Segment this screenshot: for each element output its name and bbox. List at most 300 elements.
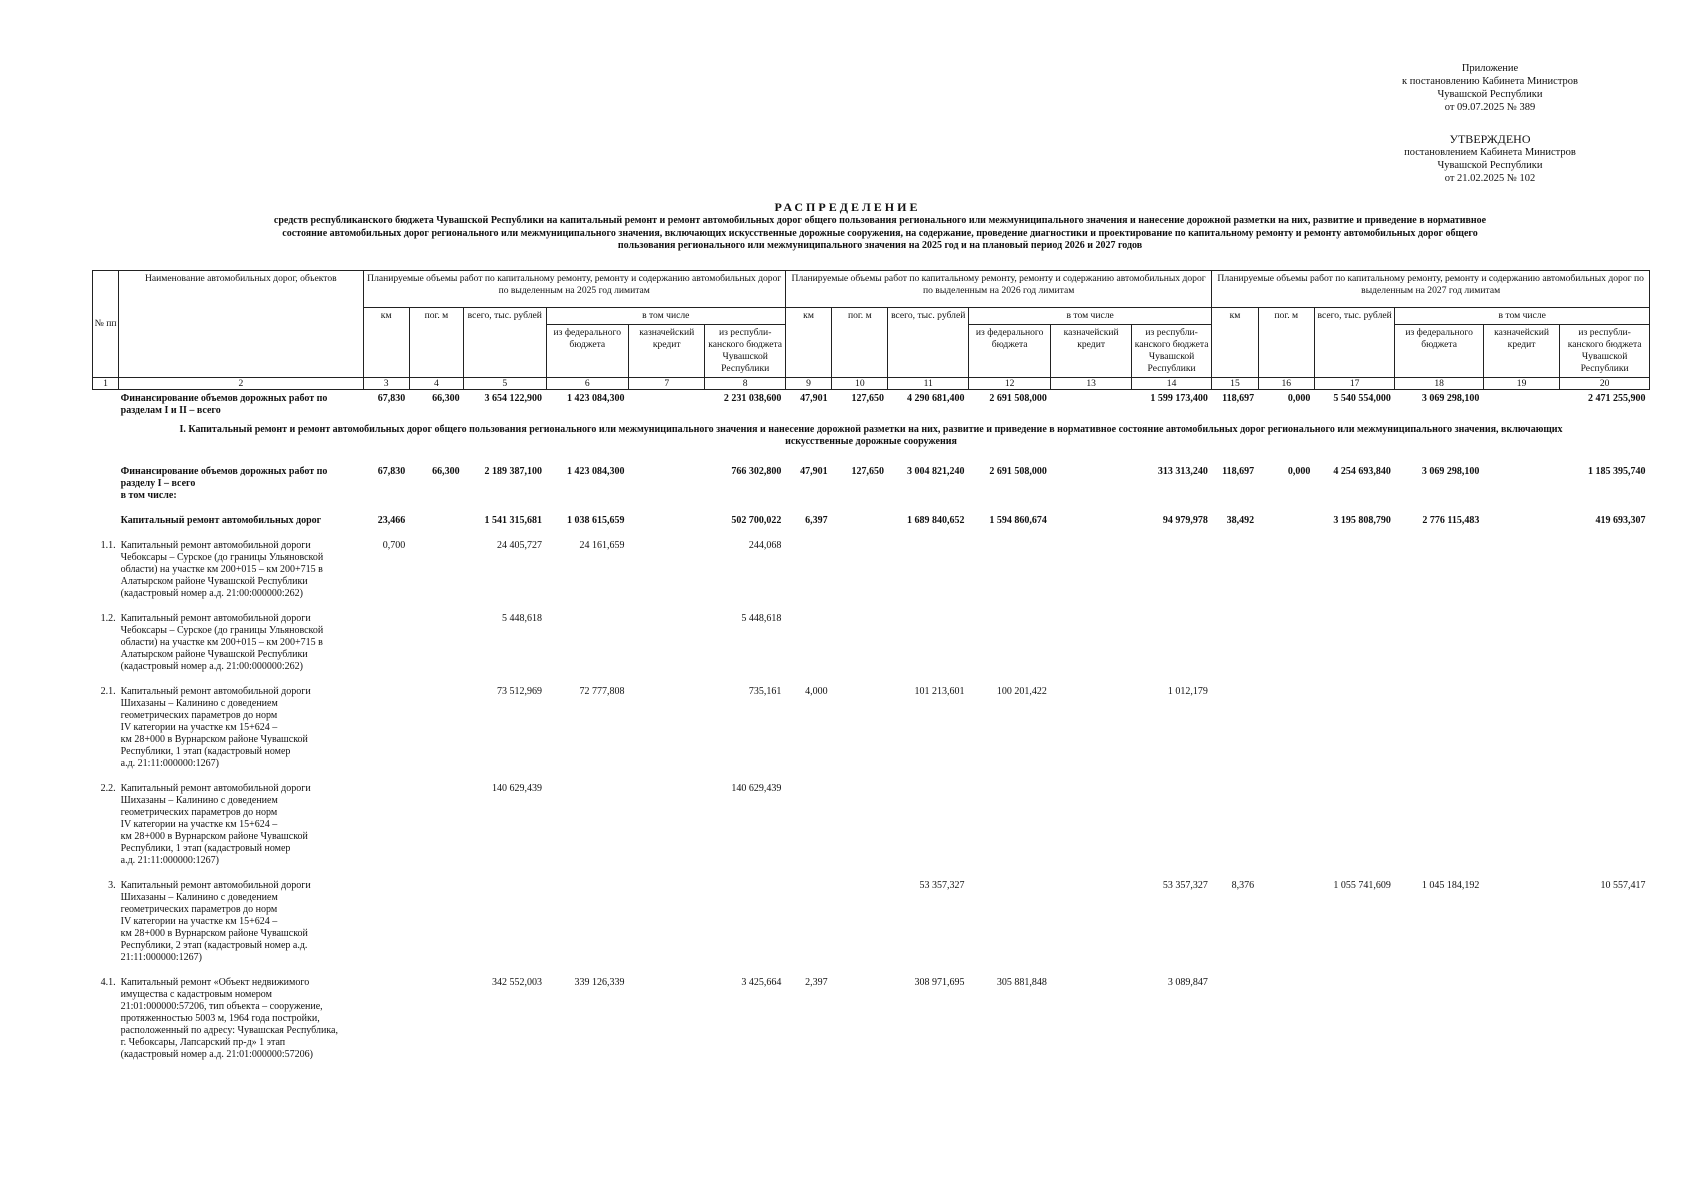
value-cell bbox=[1395, 773, 1484, 870]
header-km: км bbox=[363, 308, 409, 378]
value-cell: 2 189 387,100 bbox=[484, 466, 543, 477]
document-subtitle bbox=[200, 215, 1560, 253]
value-cell: 766 302,800 bbox=[731, 466, 782, 477]
object-name-line: Капитальный ремонт автомобильной дороги bbox=[120, 686, 311, 697]
value-cell bbox=[1212, 967, 1258, 1064]
value-cell: 1 594 860,674 bbox=[989, 515, 1047, 526]
value-cell: 2 691 508,000 bbox=[989, 393, 1047, 404]
object-name-line: имущества с кадастровым номером bbox=[120, 989, 272, 1000]
value-cell bbox=[629, 456, 705, 505]
header-treasury: казначейский кредит bbox=[1051, 325, 1131, 378]
value-cell bbox=[1212, 530, 1258, 603]
value-cell: 1 423 084,300 bbox=[567, 466, 625, 477]
row-number: 3. bbox=[108, 880, 116, 891]
value-cell: 244,068 bbox=[748, 540, 782, 551]
value-cell bbox=[1212, 603, 1258, 676]
value-cell bbox=[832, 967, 888, 1064]
object-name-line: геометрических параметров до норм bbox=[120, 904, 278, 915]
object-name-line: (кадастровый номер а.д. 21:00:000000:262) bbox=[120, 588, 303, 599]
table-row bbox=[93, 676, 1650, 773]
value-cell: 308 971,695 bbox=[914, 977, 965, 988]
object-name-line: Алатырском районе Чувашской Республики bbox=[120, 649, 308, 660]
object-name-line: км 28+000 в Вурнарском районе Чувашской bbox=[120, 831, 308, 842]
value-cell bbox=[968, 870, 1050, 967]
object-name-line: IV категории на участке км 15+624 – bbox=[120, 819, 278, 830]
row-number: 4.1. bbox=[100, 977, 116, 988]
header-pogm: пог. м bbox=[832, 308, 888, 378]
subtitle-line: состояние автомобильных дорог регионального или межмуниципального значения, включающих искусственные дорожные сооружения, на содержание, проведение диагностики и проектирование по капитальному ремонту и ремонту автомобильных дорог общего bbox=[282, 227, 1478, 239]
value-cell: 5 448,618 bbox=[502, 613, 543, 624]
value-cell: 24 161,659 bbox=[579, 540, 625, 551]
object-name bbox=[119, 390, 363, 421]
value-cell bbox=[832, 870, 888, 967]
value-cell bbox=[832, 676, 888, 773]
object-name-line: Капитальный ремонт автомобильной дороги bbox=[120, 613, 311, 624]
value-cell bbox=[1051, 967, 1131, 1064]
value-cell bbox=[363, 870, 409, 967]
value-cell bbox=[629, 870, 705, 967]
appendix-block bbox=[1360, 62, 1620, 114]
object-name-line: IV категории на участке км 15+624 – bbox=[120, 916, 278, 927]
object-name-line: Республики, 1 этап (кадастровый номер bbox=[120, 746, 291, 757]
distribution-table bbox=[92, 270, 1650, 1064]
object-name-line: Шихазаны – Калинино с доведением bbox=[120, 892, 278, 903]
value-cell: 4 254 693,840 bbox=[1333, 466, 1391, 477]
header-pogm: пог. м bbox=[1258, 308, 1314, 378]
value-cell: 342 552,003 bbox=[492, 977, 543, 988]
object-name-line: (кадастровый номер а.д. 21:00:000000:262) bbox=[120, 661, 303, 672]
value-cell: 47,901 bbox=[800, 393, 828, 404]
value-cell: 3 069 298,100 bbox=[1421, 466, 1480, 477]
object-name-line: км 28+000 в Вурнарском районе Чувашской bbox=[120, 734, 308, 745]
value-cell: 1 423 084,300 bbox=[567, 393, 625, 404]
value-cell bbox=[363, 773, 409, 870]
header-plan-2027: Планируемые объемы работ по капитальному ремонту, ремонту и содержанию автомобильных дорог по выделенным на 2027 год лимитам bbox=[1212, 271, 1650, 308]
value-cell bbox=[832, 603, 888, 676]
value-cell bbox=[785, 603, 831, 676]
value-cell: 1 055 741,609 bbox=[1333, 880, 1391, 891]
value-cell bbox=[968, 603, 1050, 676]
value-cell: 38,492 bbox=[1226, 515, 1255, 526]
value-cell bbox=[1560, 603, 1650, 676]
value-cell: 94 979,978 bbox=[1162, 515, 1208, 526]
value-cell bbox=[1395, 530, 1484, 603]
value-cell bbox=[1258, 676, 1314, 773]
value-cell bbox=[1560, 676, 1650, 773]
value-cell bbox=[1314, 603, 1394, 676]
approval-line: постановлением Кабинета Министров bbox=[1404, 147, 1576, 158]
value-cell: 1 045 184,192 bbox=[1421, 880, 1480, 891]
object-name-line: Чебоксары – Сурское (до границы Ульяновской bbox=[120, 625, 324, 636]
value-cell bbox=[1258, 603, 1314, 676]
value-cell: 66,300 bbox=[432, 393, 460, 404]
value-cell: 419 693,307 bbox=[1595, 515, 1646, 526]
value-cell: 66,300 bbox=[432, 466, 460, 477]
table-row bbox=[93, 870, 1650, 967]
header-federal: из федерального бюджета bbox=[968, 325, 1050, 378]
object-name-line: в том числе: bbox=[120, 490, 177, 501]
object-name-line: протяженностью 5003 м, 1964 года постройки, bbox=[120, 1013, 320, 1024]
value-cell: 3 004 821,240 bbox=[906, 466, 965, 477]
value-cell bbox=[1258, 870, 1314, 967]
value-cell bbox=[1051, 676, 1131, 773]
header-total: всего, тыс. рублей bbox=[888, 308, 968, 378]
value-cell: 1 541 315,681 bbox=[484, 515, 543, 526]
header-republic: из республи-канского бюджета Чувашской Республики bbox=[1131, 325, 1211, 378]
value-cell: 3 654 122,900 bbox=[484, 393, 543, 404]
header-republic: из республи-канского бюджета Чувашской Республики bbox=[1560, 325, 1650, 378]
value-cell bbox=[629, 505, 705, 530]
value-cell bbox=[1051, 505, 1131, 530]
value-cell bbox=[968, 530, 1050, 603]
value-cell: 0,000 bbox=[1287, 466, 1311, 477]
value-cell bbox=[1483, 967, 1559, 1064]
column-number: 2 bbox=[119, 378, 363, 390]
value-cell bbox=[1483, 773, 1559, 870]
appendix-line: Приложение bbox=[1461, 63, 1519, 74]
value-cell: 118,697 bbox=[1222, 393, 1255, 404]
object-name-line: Чебоксары – Сурское (до границы Ульяновской bbox=[120, 552, 324, 563]
value-cell bbox=[1051, 530, 1131, 603]
value-cell: 3 425,664 bbox=[741, 977, 782, 988]
value-cell bbox=[1051, 390, 1131, 421]
value-cell bbox=[1051, 870, 1131, 967]
value-cell bbox=[1314, 676, 1394, 773]
header-treasury: казначейский кредит bbox=[629, 325, 705, 378]
value-cell bbox=[785, 870, 831, 967]
document-title: РАСПРЕДЕЛЕНИЕ bbox=[774, 200, 921, 214]
value-cell bbox=[1314, 967, 1394, 1064]
value-cell: 0,000 bbox=[1287, 393, 1311, 404]
value-cell bbox=[1483, 530, 1559, 603]
value-cell bbox=[1483, 505, 1559, 530]
object-name-line: геометрических параметров до норм bbox=[120, 710, 278, 721]
object-name-line: а.д. 21:11:000000:1267) bbox=[120, 758, 219, 769]
value-cell bbox=[629, 530, 705, 603]
value-cell bbox=[546, 870, 628, 967]
value-cell: 1 012,179 bbox=[1167, 686, 1208, 697]
value-cell: 67,830 bbox=[377, 466, 406, 477]
object-name bbox=[119, 870, 363, 967]
value-cell bbox=[1395, 676, 1484, 773]
value-cell bbox=[363, 967, 409, 1064]
header-including: в том числе bbox=[546, 308, 785, 325]
value-cell: 101 213,601 bbox=[914, 686, 965, 697]
value-cell bbox=[1483, 603, 1559, 676]
value-cell: 313 313,240 bbox=[1157, 466, 1208, 477]
value-cell: 23,466 bbox=[377, 515, 406, 526]
column-number: 3 bbox=[363, 378, 409, 390]
value-cell: 8,376 bbox=[1231, 880, 1255, 891]
section-heading-line: искусственные дорожные сооружения bbox=[785, 436, 957, 447]
value-cell bbox=[832, 505, 888, 530]
row-number bbox=[93, 390, 119, 421]
object-name-line: г. Чебоксары, Лапсарский пр-д» 1 этап bbox=[120, 1037, 286, 1048]
appendix-line: от 09.07.2025 № 389 bbox=[1444, 102, 1536, 113]
appendix-line: Чувашской Республики bbox=[1437, 89, 1543, 100]
object-name bbox=[119, 676, 363, 773]
value-cell: 10 557,417 bbox=[1600, 880, 1646, 891]
object-name-line: геометрических параметров до норм bbox=[120, 807, 278, 818]
table-row bbox=[93, 603, 1650, 676]
value-cell: 2 691 508,000 bbox=[989, 466, 1047, 477]
value-cell bbox=[1483, 456, 1559, 505]
value-cell: 53 357,327 bbox=[1162, 880, 1208, 891]
object-name-line: Капитальный ремонт автомобильной дороги bbox=[120, 783, 311, 794]
object-name-line: Финансирование объемов дорожных работ по bbox=[120, 393, 328, 404]
table-row bbox=[93, 530, 1650, 603]
value-cell: 4 290 681,400 bbox=[906, 393, 965, 404]
object-name-line: 21:01:000000:57206, тип объекта – сооружение, bbox=[120, 1001, 323, 1012]
approval-block bbox=[1360, 132, 1620, 185]
value-cell bbox=[546, 603, 628, 676]
row-number: 2.1. bbox=[100, 686, 116, 697]
column-number: 15 bbox=[1212, 378, 1258, 390]
object-name-line: разделам I и II – всего bbox=[120, 405, 221, 416]
value-cell: 1 689 840,652 bbox=[906, 515, 965, 526]
column-number: 7 bbox=[629, 378, 705, 390]
value-cell: 140 629,439 bbox=[492, 783, 543, 794]
object-name-line: области) на участке км 200+015 – км 200+715 в bbox=[120, 564, 323, 575]
approval-heading: УТВЕРЖДЕНО bbox=[1449, 132, 1531, 146]
value-cell: 73 512,969 bbox=[497, 686, 543, 697]
value-cell bbox=[1212, 676, 1258, 773]
object-name-line: IV категории на участке км 15+624 – bbox=[120, 722, 278, 733]
value-cell bbox=[409, 870, 463, 967]
section-heading-line: I. Капитальный ремонт и ремонт автомобильных дорог общего пользования регионального или межмуниципального значения и нанесение дорожной разметки на них, развитие и приведение в нормативное состояние автомобильных дорог регионального или межмуниципального значения, включающих bbox=[179, 424, 1563, 435]
value-cell: 3 195 808,790 bbox=[1333, 515, 1391, 526]
value-cell: 305 881,848 bbox=[996, 977, 1047, 988]
column-number: 19 bbox=[1483, 378, 1559, 390]
value-cell bbox=[888, 603, 968, 676]
column-number: 4 bbox=[409, 378, 463, 390]
value-cell bbox=[1314, 530, 1394, 603]
header-treasury: казначейский кредит bbox=[1483, 325, 1559, 378]
header-km: км bbox=[785, 308, 831, 378]
value-cell: 100 201,422 bbox=[996, 686, 1047, 697]
value-cell: 1 185 395,740 bbox=[1588, 466, 1646, 477]
value-cell bbox=[832, 530, 888, 603]
object-name-line: 21:11:000000:1267) bbox=[120, 952, 202, 963]
value-cell bbox=[546, 773, 628, 870]
object-name bbox=[119, 456, 363, 505]
value-cell: 118,697 bbox=[1222, 466, 1255, 477]
value-cell: 4,000 bbox=[805, 686, 828, 697]
header-including: в том числе bbox=[968, 308, 1211, 325]
value-cell bbox=[409, 505, 463, 530]
value-cell bbox=[409, 603, 463, 676]
object-name-line: (кадастровый номер а.д. 21:01:000000:57206) bbox=[120, 1049, 313, 1060]
value-cell: 6,397 bbox=[805, 515, 828, 526]
object-name bbox=[119, 603, 363, 676]
column-number: 18 bbox=[1395, 378, 1484, 390]
value-cell bbox=[1395, 967, 1484, 1064]
object-name bbox=[119, 505, 363, 530]
object-name-line: км 28+000 в Вурнарском районе Чувашской bbox=[120, 928, 308, 939]
value-cell: 5 540 554,000 bbox=[1333, 393, 1391, 404]
object-name-line: Алатырском районе Чувашской Республики bbox=[120, 576, 308, 587]
value-cell bbox=[629, 603, 705, 676]
value-cell bbox=[1051, 773, 1131, 870]
header-federal: из федерального бюджета bbox=[1395, 325, 1484, 378]
row-number: 1.2. bbox=[100, 613, 116, 624]
value-cell bbox=[629, 773, 705, 870]
object-name-line: Капитальный ремонт автомобильной дороги bbox=[120, 880, 311, 891]
value-cell bbox=[1258, 773, 1314, 870]
appendix-line: к постановлению Кабинета Министров bbox=[1402, 76, 1578, 87]
approval-line: от 21.02.2025 № 102 bbox=[1444, 173, 1536, 184]
value-cell bbox=[888, 773, 968, 870]
value-cell bbox=[1483, 390, 1559, 421]
table-body bbox=[93, 390, 1650, 1065]
value-cell bbox=[464, 870, 546, 967]
header-number: № пп bbox=[93, 271, 119, 378]
value-cell: 2,397 bbox=[805, 977, 828, 988]
section-heading-row bbox=[93, 420, 1650, 456]
column-number-row bbox=[93, 378, 1650, 390]
value-cell bbox=[629, 390, 705, 421]
object-name bbox=[119, 773, 363, 870]
column-number: 20 bbox=[1560, 378, 1650, 390]
table-row bbox=[93, 456, 1650, 505]
value-cell: 47,901 bbox=[800, 466, 828, 477]
object-name-line: Капитальный ремонт «Объект недвижимого bbox=[120, 977, 310, 988]
row-number bbox=[93, 456, 119, 505]
value-cell bbox=[363, 676, 409, 773]
object-name bbox=[119, 967, 363, 1064]
column-number: 10 bbox=[832, 378, 888, 390]
object-name-line: а.д. 21:11:000000:1267) bbox=[120, 855, 219, 866]
column-number: 8 bbox=[705, 378, 785, 390]
value-cell: 140 629,439 bbox=[731, 783, 782, 794]
row-number: 1.1. bbox=[100, 540, 116, 551]
object-name-line: Финансирование объемов дорожных работ по bbox=[120, 466, 328, 477]
column-number: 14 bbox=[1131, 378, 1211, 390]
value-cell bbox=[1483, 676, 1559, 773]
value-cell: 1 599 173,400 bbox=[1150, 393, 1208, 404]
subtitle-line: средств республиканского бюджета Чувашской Республики на капитальный ремонт и ремонт автомобильных дорог общего пользования регионального или межмуниципального значения и нанесение дорожной разметки на них, развитие и приведение в нормативное bbox=[273, 215, 1487, 226]
value-cell: 339 126,339 bbox=[574, 977, 625, 988]
object-name-line: расположенный по адресу: Чувашская Республика, bbox=[120, 1025, 338, 1036]
header-total: всего, тыс. рублей bbox=[1314, 308, 1394, 378]
table-row bbox=[93, 967, 1650, 1064]
value-cell: 502 700,022 bbox=[731, 515, 782, 526]
value-cell bbox=[1051, 456, 1131, 505]
value-cell bbox=[363, 603, 409, 676]
column-number: 12 bbox=[968, 378, 1050, 390]
header-republic: из республи-канского бюджета Чувашской Республики bbox=[705, 325, 785, 378]
value-cell bbox=[1258, 967, 1314, 1064]
value-cell bbox=[785, 530, 831, 603]
value-cell: 1 038 615,659 bbox=[567, 515, 625, 526]
row-number: 2.2. bbox=[100, 783, 116, 794]
value-cell: 0,700 bbox=[382, 540, 406, 551]
header-plan-2025: Планируемые объемы работ по капитальному ремонту, ремонту и содержанию автомобильных дорог по выделенным на 2025 год лимитам bbox=[363, 271, 785, 308]
object-name-line: Республики, 1 этап (кадастровый номер bbox=[120, 843, 291, 854]
value-cell: 3 069 298,100 bbox=[1421, 393, 1480, 404]
value-cell: 735,161 bbox=[748, 686, 782, 697]
value-cell: 2 231 038,600 bbox=[723, 393, 782, 404]
value-cell bbox=[832, 773, 888, 870]
value-cell bbox=[705, 870, 785, 967]
value-cell bbox=[1560, 967, 1650, 1064]
value-cell bbox=[1131, 603, 1211, 676]
value-cell bbox=[1560, 773, 1650, 870]
column-number: 11 bbox=[888, 378, 968, 390]
value-cell bbox=[968, 773, 1050, 870]
header-plan-2026: Планируемые объемы работ по капитальному ремонту, ремонту и содержанию автомобильных дорог по выделенным на 2026 год лимитам bbox=[785, 271, 1211, 308]
column-number: 16 bbox=[1258, 378, 1314, 390]
header-km: км bbox=[1212, 308, 1258, 378]
object-name-line: Шихазаны – Калинино с доведением bbox=[120, 795, 278, 806]
header-including: в том числе bbox=[1395, 308, 1650, 325]
value-cell: 3 089,847 bbox=[1167, 977, 1208, 988]
value-cell: 5 448,618 bbox=[741, 613, 782, 624]
column-number: 1 bbox=[93, 378, 119, 390]
section-heading bbox=[93, 420, 1650, 456]
subtitle-line: пользования регионального или межмуниципального значения на 2025 год и на плановый период 2026 и 2027 годов bbox=[617, 240, 1143, 252]
value-cell bbox=[1395, 603, 1484, 676]
object-name-line: Республики, 2 этап (кадастровый номер а.д. bbox=[120, 940, 308, 951]
object-name-line: Капитальный ремонт автомобильных дорог bbox=[120, 515, 322, 526]
value-cell bbox=[1131, 530, 1211, 603]
value-cell: 24 405,727 bbox=[497, 540, 543, 551]
header-name: Наименование автомобильных дорог, объектов bbox=[119, 271, 363, 378]
value-cell bbox=[1258, 505, 1314, 530]
value-cell: 67,830 bbox=[377, 393, 406, 404]
value-cell: 72 777,808 bbox=[579, 686, 625, 697]
column-number: 6 bbox=[546, 378, 628, 390]
object-name bbox=[119, 530, 363, 603]
row-number bbox=[93, 505, 119, 530]
object-name-line: Шихазаны – Калинино с доведением bbox=[120, 698, 278, 709]
value-cell: 2 776 115,483 bbox=[1422, 515, 1480, 526]
value-cell bbox=[888, 530, 968, 603]
value-cell: 2 471 255,900 bbox=[1588, 393, 1646, 404]
column-number: 13 bbox=[1051, 378, 1131, 390]
value-cell bbox=[1131, 773, 1211, 870]
table-row bbox=[93, 773, 1650, 870]
table-row bbox=[93, 390, 1650, 421]
approval-line: Чувашской Республики bbox=[1437, 160, 1543, 171]
column-number: 17 bbox=[1314, 378, 1394, 390]
column-number: 5 bbox=[464, 378, 546, 390]
value-cell: 127,650 bbox=[851, 466, 884, 477]
object-name-line: разделу I – всего bbox=[120, 478, 196, 489]
value-cell bbox=[629, 967, 705, 1064]
value-cell bbox=[409, 773, 463, 870]
value-cell bbox=[409, 530, 463, 603]
value-cell bbox=[1560, 530, 1650, 603]
header-federal: из федерального бюджета bbox=[546, 325, 628, 378]
value-cell bbox=[409, 967, 463, 1064]
value-cell bbox=[1212, 773, 1258, 870]
header-pogm: пог. м bbox=[409, 308, 463, 378]
value-cell bbox=[785, 773, 831, 870]
value-cell bbox=[1314, 773, 1394, 870]
value-cell: 127,650 bbox=[851, 393, 884, 404]
object-name-line: Капитальный ремонт автомобильной дороги bbox=[120, 540, 311, 551]
object-name-line: области) на участке км 200+015 – км 200+715 в bbox=[120, 637, 323, 648]
value-cell bbox=[409, 676, 463, 773]
value-cell bbox=[1483, 870, 1559, 967]
value-cell: 53 357,327 bbox=[919, 880, 965, 891]
table-row bbox=[93, 505, 1650, 530]
column-number: 9 bbox=[785, 378, 831, 390]
header-total: всего, тыс. рублей bbox=[464, 308, 546, 378]
value-cell bbox=[1051, 603, 1131, 676]
value-cell bbox=[1258, 530, 1314, 603]
